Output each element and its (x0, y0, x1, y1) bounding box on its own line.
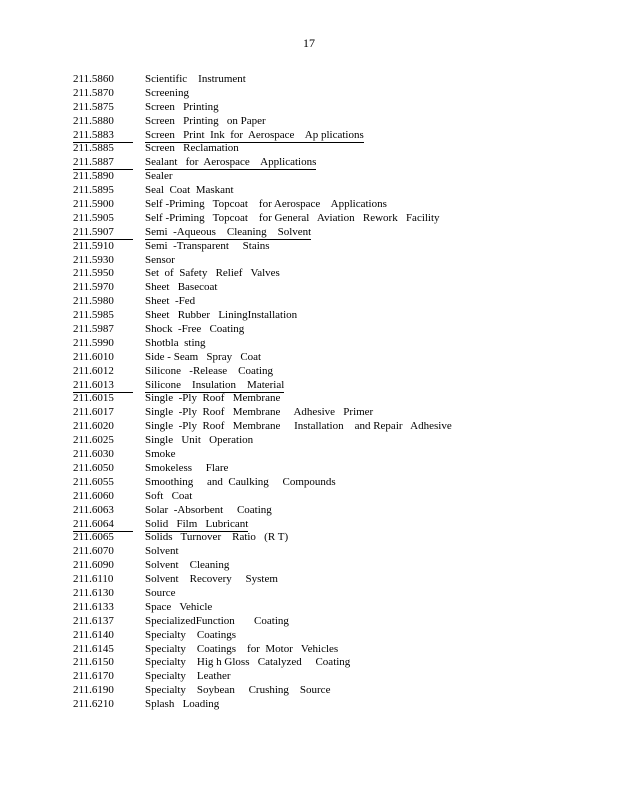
section-code: 211.6030 (73, 448, 114, 461)
section-code: 211.6130 (73, 586, 114, 599)
term-text: Side - Seam Spray Coat (145, 350, 262, 363)
section-code: 211.6070 (73, 545, 114, 558)
term-text: Shotbla sting (145, 336, 206, 349)
list-item (73, 490, 593, 504)
section-code: 211.5870 (73, 86, 114, 99)
list-item (73, 434, 593, 448)
list-item (73, 392, 593, 406)
list-item (73, 684, 593, 698)
section-code: 211.5860 (73, 73, 114, 85)
list-item (73, 212, 593, 226)
term-text: Single -Ply Roof Membrane Installation and Repair Adhesive (145, 420, 452, 433)
term-text: Solvent (145, 545, 179, 558)
term-text: Seal Coat Maskant (145, 184, 234, 197)
list-item (73, 129, 593, 143)
section-code: 211.5985 (73, 309, 114, 322)
term-text: Silicone -Release Coating (145, 364, 273, 377)
term-text: Solar -Absorbent Coating (145, 503, 272, 516)
section-code: 211.6060 (73, 489, 114, 502)
list-item (73, 545, 593, 559)
list-item (73, 365, 593, 379)
section-code: 211.5900 (73, 198, 114, 211)
term-text: Semi -Transparent Stains (145, 239, 270, 252)
term-text: Single -Ply Roof Membrane Adhesive Primer (145, 406, 374, 419)
list-item (73, 240, 593, 254)
list-item (73, 226, 593, 240)
list-item (73, 198, 593, 212)
section-code: 211.6013 (73, 379, 133, 393)
section-code: 211.6012 (73, 364, 114, 377)
definition-index-list (73, 73, 593, 712)
term-text: Self -Priming Topcoat for Aerospace Applications (145, 198, 387, 211)
list-item (73, 601, 593, 615)
list-item (73, 337, 593, 351)
list-item (73, 698, 593, 712)
term-text: Sheet -Fed (145, 295, 196, 308)
term-text: Screening (145, 86, 189, 99)
list-item (73, 281, 593, 295)
section-code: 211.6025 (73, 434, 114, 447)
list-item (73, 531, 593, 545)
section-code: 211.5987 (73, 323, 114, 336)
term-text: Single -Ply Roof Membrane (145, 392, 281, 405)
section-code: 211.5990 (73, 336, 114, 349)
section-code: 211.6150 (73, 656, 114, 669)
term-text: Space Vehicle (145, 600, 213, 613)
section-code: 211.5887 (73, 156, 133, 170)
list-item (73, 142, 593, 156)
section-code: 211.6090 (73, 559, 114, 572)
term-text: Screen Reclamation (145, 142, 239, 155)
section-code: 211.6050 (73, 461, 114, 474)
term-text: Specialty Soybean Crushing Source (145, 684, 331, 697)
term-text: Splash Loading (145, 698, 220, 711)
section-code: 211.6170 (73, 670, 114, 683)
section-code: 211.6055 (73, 475, 114, 488)
term-text: Shock -Free Coating (145, 323, 245, 336)
section-code: 211.6137 (73, 614, 114, 627)
term-text: Smokeless Flare (145, 461, 229, 474)
term-text: Specialty Coatings for Motor Vehicles (145, 642, 339, 655)
term-text: Specialty Coatings (145, 628, 237, 641)
term-text: Sheet Rubber LiningInstallation (145, 309, 298, 322)
list-item (73, 476, 593, 490)
term-text: Smoke (145, 448, 176, 461)
list-item (73, 170, 593, 184)
term-text: Specialty Leather (145, 670, 231, 683)
section-code: 211.6140 (73, 628, 114, 641)
term-text: Single Unit Operation (145, 434, 254, 447)
list-item (73, 351, 593, 365)
section-code: 211.6110 (73, 573, 114, 586)
term-text: Smoothing and Caulking Compounds (145, 475, 336, 488)
list-item (73, 670, 593, 684)
list-item (73, 518, 593, 532)
section-code: 211.5980 (73, 295, 114, 308)
list-item (73, 420, 593, 434)
term-text: Screen Printing on Paper (145, 114, 266, 127)
section-code: 211.5885 (73, 142, 114, 155)
section-code: 211.5880 (73, 114, 114, 127)
term-text: Silicone Insulation Material (145, 378, 285, 391)
term-text: Sheet Basecoat (145, 281, 218, 294)
section-code: 211.5910 (73, 239, 114, 252)
section-code: 211.6065 (73, 531, 114, 544)
list-item (73, 379, 593, 393)
term-text: Screen Print Ink for Aerospace Ap plications (145, 128, 364, 141)
list-item (73, 156, 593, 170)
term-text: Semi -Aqueous Cleaning Solvent (145, 225, 312, 238)
list-item (73, 295, 593, 309)
list-item (73, 504, 593, 518)
term-text: Screen Printing (145, 100, 219, 113)
section-code: 211.6190 (73, 684, 114, 697)
section-code: 211.6064 (73, 518, 133, 532)
section-code: 211.5950 (73, 267, 114, 280)
term-text: Specialty Hig h Gloss Catalyzed Coating (145, 656, 351, 669)
section-code: 211.6020 (73, 420, 114, 433)
term-text: Scientific Instrument (145, 73, 246, 85)
section-code: 211.6015 (73, 392, 114, 405)
list-item (73, 643, 593, 657)
term-text: Self -Priming Topcoat for General Aviation Rework Facility (145, 211, 440, 224)
list-item (73, 73, 593, 87)
list-item (73, 309, 593, 323)
term-text: Solid Film Lubricant (145, 517, 249, 530)
section-code: 211.6063 (73, 503, 114, 516)
list-item (73, 87, 593, 101)
section-code: 211.6017 (73, 406, 114, 419)
list-item (73, 587, 593, 601)
list-item (73, 656, 593, 670)
term-text: Solids Turnover Ratio (R T) (145, 531, 289, 544)
section-code: 211.6010 (73, 350, 114, 363)
list-item (73, 184, 593, 198)
list-item (73, 462, 593, 476)
section-code: 211.5890 (73, 170, 114, 183)
term-text: Sealer (145, 170, 173, 183)
term-text: Soft Coat (145, 489, 193, 502)
list-item (73, 615, 593, 629)
section-code: 211.5875 (73, 100, 114, 113)
list-item (73, 115, 593, 129)
list-item (73, 254, 593, 268)
list-item (73, 406, 593, 420)
term-text: Sensor (145, 253, 175, 266)
section-code: 211.6145 (73, 642, 114, 655)
section-code: 211.5883 (73, 129, 133, 143)
list-item (73, 101, 593, 115)
list-item (73, 559, 593, 573)
term-text: SpecializedFunction Coating (145, 614, 289, 627)
section-code: 211.6210 (73, 698, 114, 711)
term-text: Source (145, 586, 176, 599)
list-item (73, 629, 593, 643)
section-code: 211.5905 (73, 211, 114, 224)
section-code: 211.5930 (73, 253, 114, 266)
page-number: 17 (303, 36, 315, 50)
term-text: Set of Safety Relief Valves (145, 267, 280, 280)
section-code: 211.6133 (73, 600, 114, 613)
term-text: Solvent Recovery System (145, 573, 278, 586)
section-code: 211.5907 (73, 226, 133, 240)
section-code: 211.5970 (73, 281, 114, 294)
term-text: Solvent Cleaning (145, 559, 230, 572)
list-item (73, 573, 593, 587)
term-text: Sealant for Aerospace Applications (145, 156, 317, 169)
list-item (73, 448, 593, 462)
list-item (73, 323, 593, 337)
list-item (73, 267, 593, 281)
section-code: 211.5895 (73, 184, 114, 197)
